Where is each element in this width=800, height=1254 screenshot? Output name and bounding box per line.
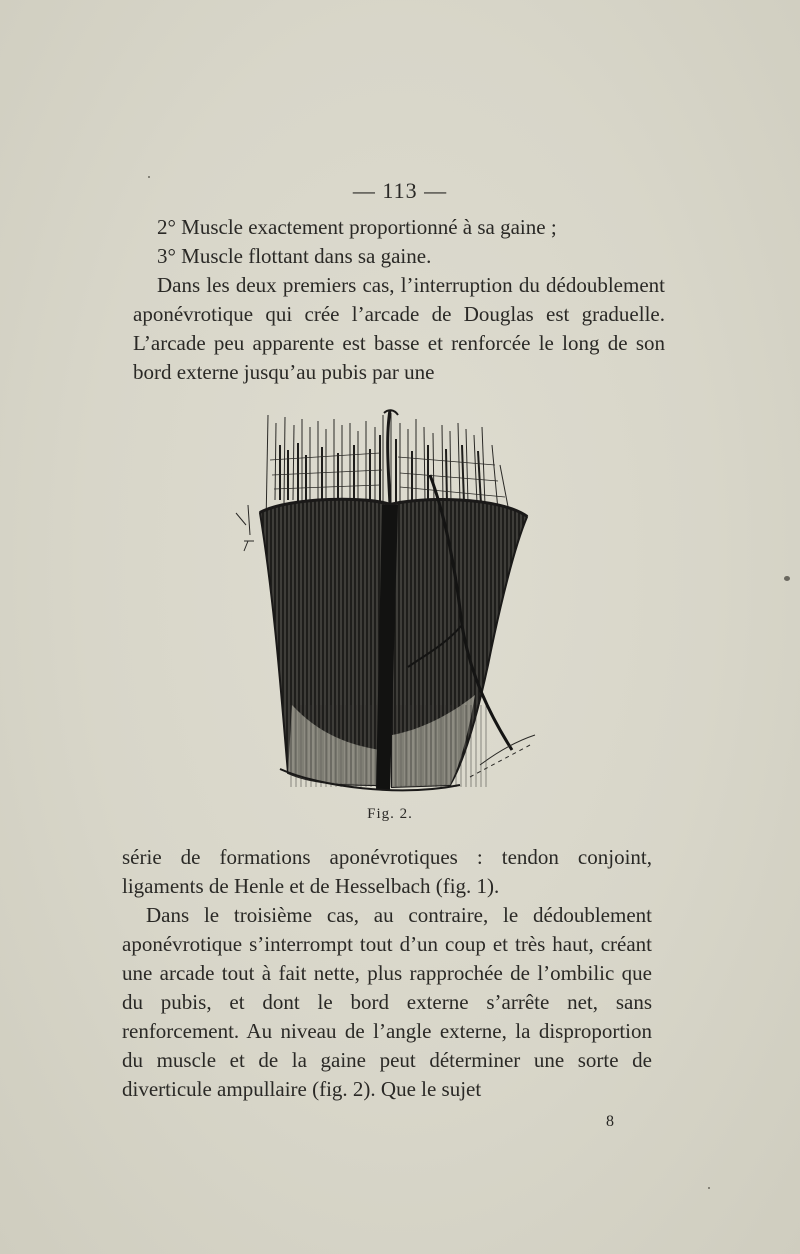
paper-speck [708, 1187, 710, 1189]
page-number: 8 [606, 1113, 614, 1130]
list-item-muscle-proportionne: 2° Muscle exactement proportionné à sa gaine ; [157, 215, 557, 239]
bottom-text-block [122, 843, 652, 1104]
linea-alba-upper [388, 410, 390, 505]
page-header: — 113 — [352, 178, 448, 203]
left-edge-marks [236, 505, 250, 535]
paragraph-premiers-cas: Dans les deux premiers cas, l’interruption du dédoublement aponévrotique qui crée l’arcade de Douglas est graduelle. L’arcade peu apparente est basse et renforcée le long de son bord externe jusqu’au pubis par une [133, 273, 665, 384]
figure-2-illustration [230, 405, 560, 800]
paragraph-troisieme-cas: Dans le troisième cas, au contraire, le dédoublement aponévrotique s’interrompt tout d’un coup et très haut, créant une arcade tout à fait nette, plus rapprochée de l’ombilic que du pubis, et dont le bord externe s’arrête net, sans renforcement. Au niveau de l’angle externe, la disproportion du muscle et de la gaine peut déterminer une sorte de diverticule ampullaire (fig. 2). Que le sujet [122, 903, 652, 1101]
paragraph-continuation: série de formations aponévrotiques : tendon conjoint, ligaments de Henle et de Hesselbach (fig. 1). [122, 845, 652, 898]
paper-speck [148, 176, 150, 178]
paper-speck [784, 576, 790, 581]
muscle-sheath-drawing [230, 405, 560, 800]
list-item-muscle-flottant: 3° Muscle flottant dans sa gaine. [157, 244, 432, 268]
figure-caption: Fig. 2. [367, 806, 413, 822]
top-text-block [133, 213, 665, 387]
left-label-mark [244, 541, 254, 551]
